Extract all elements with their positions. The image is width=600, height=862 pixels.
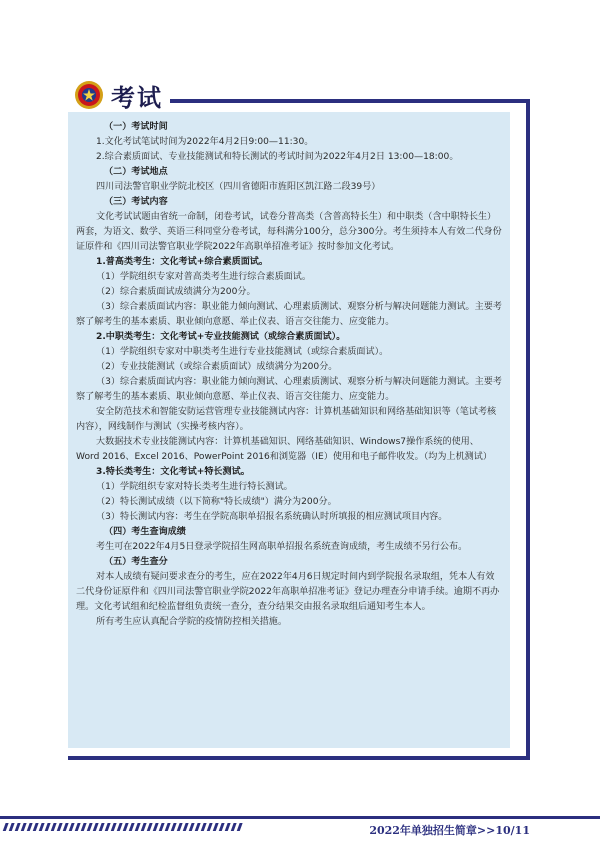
footer-stripe (33, 823, 39, 831)
content-line: （二）考试地点 (104, 167, 168, 177)
footer-stripe (27, 823, 33, 831)
frame-border-bottom (68, 756, 530, 760)
content-line: 2.综合素质面试、专业技能测试和特长测试的考试时间为2022年4月2日 13:00—18:00。 (96, 152, 459, 162)
content-line: 四川司法警官职业学院北校区（四川省德阳市旌阳区凯江路二段39号） (96, 182, 381, 192)
content-line: 所有考生应认真配合学院的疫情防控相关措施。 (96, 617, 287, 627)
footer-stripe (189, 823, 195, 831)
content-line: （1）学院组织专家对中职类考生进行专业技能测试（或综合素质面试）。 (96, 347, 389, 357)
content-line: （2）特长测试成绩（以下简称"特长成绩"）满分为200分。 (96, 497, 337, 507)
content-line: 考生可在2022年4月5日登录学院招生网高职单招报名系统查询成绩，考生成绩不另行公布。 (96, 542, 468, 552)
footer-stripe (45, 823, 51, 831)
footer-stripe (15, 823, 21, 831)
content-line: （2）专业技能测试（或综合素质面试）成绩满分为200分。 (96, 362, 338, 372)
footer-stripe (123, 823, 129, 831)
footer-rule (0, 816, 600, 819)
footer-stripe (3, 823, 9, 831)
footer-stripe (63, 823, 69, 831)
footer-stripe (99, 823, 105, 831)
footer-stripe (153, 823, 159, 831)
frame-border-top (170, 99, 530, 103)
footer-stripe (165, 823, 171, 831)
content-line: 文化考试试题由省统一命制，闭卷考试，试卷分普高类（含普高特长生）和中职类（含中职特长生）两套，为语文、数学、英语三科同堂分卷考试，每科满分100分，总分300分。考生须持本人有效二代身份证原件和《四川司法警官职业学院2022年高职单招准考证》按时参加文化考试。 (76, 212, 502, 252)
footer-stripe (57, 823, 63, 831)
footer-stripe (147, 823, 153, 831)
content-line: （3）综合素质面试内容：职业能力倾向测试、心理素质测试、观察分析与解决问题能力测试。主要考察了解考生的基本素质、职业倾向意愿、举止仪表、语言交往能力、应变能力。 (76, 377, 502, 402)
footer-stripe (69, 823, 75, 831)
content-line: 对本人成绩有疑问要求查分的考生，应在2022年4月6日规定时间内到学院报名录取组，凭本人有效二代身份证原件和《四川司法警官职业学院2022年高职单招准考证》登记办理查分申请手续。逾期不再办理。文化考试组和纪检监督组负责统一查分，查分结果交由报名录取组后通知考生本人。 (76, 572, 500, 612)
frame-border-right (526, 99, 530, 759)
footer-stripe (213, 823, 219, 831)
footer-stripe (231, 823, 237, 831)
footer-stripe (225, 823, 231, 831)
footer-stripe (39, 823, 45, 831)
content-line: （1）学院组织专家对特长类考生进行特长测试。 (96, 482, 293, 492)
content-line: （四）考生查询成绩 (104, 527, 186, 537)
footer-stripe (159, 823, 165, 831)
content-line: 1.普高类考生：文化考试+综合素质面试。 (96, 257, 268, 267)
content-line: 1.文化考试笔试时间为2022年4月2日9:00—11:30。 (96, 137, 314, 147)
content-line: 大数据技术专业技能测试内容：计算机基础知识、网络基础知识、Windows7操作系统的使用、Word 2016、Excel 2016、PowerPoint 2016和浏览器（IE）使用和电子邮件收发。（均为上机测试） (76, 437, 492, 462)
content-line: 3.特长类考生：文化考试+特长测试。 (96, 467, 250, 477)
page-footer: 2022年单独招生简章>>10/11 (369, 824, 530, 837)
footer-stripe (9, 823, 15, 831)
footer-stripe (105, 823, 111, 831)
content-line: （一）考试时间 (104, 122, 168, 132)
footer-stripe (81, 823, 87, 831)
footer-stripe (51, 823, 57, 831)
footer-stripe (117, 823, 123, 831)
footer-stripe (87, 823, 93, 831)
content-line: （1）学院组织专家对普高类考生进行综合素质面试。 (96, 272, 311, 282)
content-line: （三）考试内容 (104, 197, 168, 207)
footer-stripe (183, 823, 189, 831)
content-panel (68, 112, 510, 748)
footer-stripe (75, 823, 81, 831)
footer-stripe (219, 823, 225, 831)
footer-stripe (111, 823, 117, 831)
section-title: 考试 (111, 84, 163, 112)
footer-stripe (237, 823, 243, 831)
footer-stripe (201, 823, 207, 831)
footer-stripe (141, 823, 147, 831)
content-line: 安全防范技术和智能安防运营管理专业技能测试内容：计算机基础知识和网络基础知识等（笔试考核内容），网线制作与测试（实操考核内容）。 (76, 407, 497, 432)
footer-stripe (177, 823, 183, 831)
footer-stripe (195, 823, 201, 831)
footer-stripe (93, 823, 99, 831)
content-line: （2）综合素质面试成绩满分为200分。 (96, 287, 256, 297)
footer-stripe (207, 823, 213, 831)
police-emblem-icon (74, 80, 104, 110)
content-line: （3）特长测试内容：考生在学院高职单招报名系统确认时所填报的相应测试项目内容。 (96, 512, 448, 522)
content-line: 2.中职类考生：文化考试+专业技能测试（或综合素质面试）。 (96, 332, 346, 342)
footer-decoration (0, 822, 260, 832)
content-line: （3）综合素质面试内容：职业能力倾向测试、心理素质测试、观察分析与解决问题能力测试。主要考察了解考生的基本素质、职业倾向意愿、举止仪表、语言交往能力、应变能力。 (76, 302, 502, 327)
footer-stripe (171, 823, 177, 831)
footer-stripe (129, 823, 135, 831)
footer-stripe (21, 823, 27, 831)
footer-stripe (135, 823, 141, 831)
content-line: （五）考生查分 (104, 557, 168, 567)
